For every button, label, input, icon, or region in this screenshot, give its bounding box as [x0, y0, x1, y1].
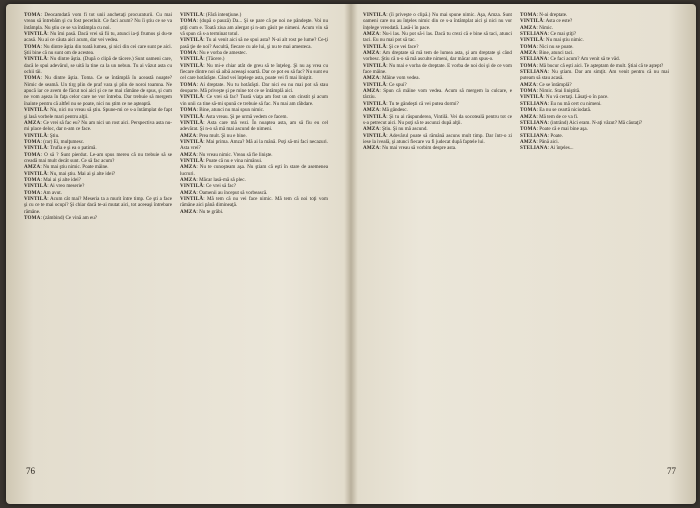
dialogue-text: Nu ştiam. Dar am simţit. Am venit pentru că nu mai puteam să stau acasă.	[520, 69, 669, 82]
right-page	[351, 4, 696, 504]
speaker-name: AMZA	[24, 119, 41, 126]
speaker-name: VINTILĂ	[180, 119, 204, 126]
left-column-2	[180, 12, 328, 452]
speaker-name: AMZA	[24, 164, 41, 171]
dialogue-line: STELIANA: Nu ştiam. Dar am simţit. Am venit pentru că nu mai puteam să stau acasă.	[520, 69, 669, 82]
speaker-name: TOMA	[180, 107, 197, 114]
speaker-name: AMZA	[180, 132, 197, 139]
dialogue-line: TOMA: Nu e vorba de amestec.	[180, 50, 247, 57]
dialogue-line: TOMA: Nu dintre ăştia din toată lumea, şi nici din cei care sunt pe aici. Ştii bine că nu sunt om de acestea.	[24, 43, 172, 57]
dialogue-line: TOMA: Mai ai şi alte idei?	[24, 176, 81, 183]
dialogue-text: Nu-i las. Nu pot să-i las. Dacă tu crezi că e bine să taci, atunci taci. Eu nu mai pot să tac.	[363, 31, 512, 44]
dialogue-line: AMZA: Ştiu. Şi nu mă ascund.	[363, 126, 428, 133]
speaker-name: TOMA	[520, 12, 537, 18]
dialogue-text: N-ai dreptate.	[539, 12, 568, 18]
speaker-name: VINTILĂ	[363, 62, 387, 69]
speaker-name: VINTILĂ	[180, 113, 204, 120]
dialogue-text: Ştiu. Şi nu mă ascund.	[382, 126, 428, 133]
dialogue-line: TOMA: N-ai dreptate.	[520, 12, 568, 18]
dialogue-text: Prea mult. Şi nu e bine.	[199, 132, 247, 139]
dialogue-text: Poate că e mai bine aşa.	[539, 126, 588, 133]
dialogue-text: Ea nu se ceartă niciodată.	[539, 107, 592, 114]
speaker-name: STELIANA	[520, 56, 548, 63]
dialogue-text: Mai ai şi alte idei?	[43, 176, 81, 183]
left-page-columns	[24, 12, 328, 452]
dialogue-line: VINTILĂ: Nu mai e vorba de dreptate. E vorba de noi doi şi de ce vom face mâine.	[363, 62, 512, 76]
dialogue-line: STELIANA: (intrând) Aici eram. N-aţi văzut? Mă căutaţi?	[520, 119, 643, 126]
speaker-name: VINTILĂ	[24, 107, 48, 114]
speaker-name: TOMA	[24, 189, 41, 196]
dialogue-line: VINTILĂ: Ştiu.	[24, 132, 60, 139]
speaker-name: TOMA	[520, 88, 537, 95]
dialogue-line: AMZA: Bine, atunci taci.	[520, 50, 574, 57]
dialogue-line: TOMA: Am avut.	[24, 189, 62, 196]
dialogue-text: Asta care mă vezi. În noaptea asta, am să fiu eu cel adevărat. Şi n-o să mă mai ascund de nimeni.	[180, 119, 328, 133]
dialogue-text: Până aici.	[539, 138, 559, 145]
speaker-name: VINTILĂ	[363, 81, 387, 88]
dialogue-text: Nu mai ştiu nimic.	[545, 37, 584, 44]
dialogue-text: Mă gândesc.	[382, 107, 408, 114]
dialogue-line: VINTILĂ: Nu dintre ăştia. (După o clipă de tăcere.) Sunt oameni care, dacă le spui adevărul, se uită la tine ca la un nebun. Tu ai văzut asta cu ochii tăi.	[24, 56, 172, 76]
dialogue-line: VINTILĂ: Ai vreo meserie?	[24, 183, 85, 190]
dialogue-line: AMZA: Nu te grăbi.	[180, 208, 224, 215]
dialogue-line: TOMA: Nici nu se poate.	[520, 43, 574, 50]
dialogue-text: (după o pauză) Da... Şi se pare că pe noi ne pândeşte. Voi nu ştiţi cum e. Toată ziua am alergat şi n-am găsit pe nimeni. Acum vin să vă spun că s-a terminat totul.	[180, 18, 328, 38]
dialogue-text: Bine, atunci nu mai spun nimic.	[199, 107, 265, 114]
speaker-name: VINTILĂ	[363, 12, 387, 18]
dialogue-text: Am avut.	[42, 189, 62, 196]
dialogue-line: AMZA: Prea mult. Şi nu e bine.	[180, 132, 247, 139]
dialogue-line: VINTILĂ: (Tăcere.)	[180, 56, 225, 63]
dialogue-text: Bine, atunci taci.	[539, 50, 574, 57]
dialogue-text: Poate.	[550, 132, 563, 139]
dialogue-line: VINTILĂ: Acum cât mai? Meseria ta a murit între timp. Ce şti a face şi cu ce te mai ocupi? Şi chiar dacă te-ai mutat aici, tot aceeaşi întrebare rămâne.	[24, 195, 172, 215]
dialogue-text: Măcar lasă-mă să plec.	[199, 176, 246, 183]
left-page	[6, 4, 351, 504]
speaker-name: AMZA	[520, 138, 537, 145]
dialogue-text: Nu te cunoşteam aşa. Nu ştiam că eşti în stare de asemenea lucruri.	[180, 164, 328, 177]
dialogue-line: TOMA: Nu dintre ăştia. Toma. Ce se întâmplă în această noapte? Nimic de seamă. Un tirg plin de praf vara şi plin de noroi toamna. Ne apucă iar ce avem de făcut noi aici şi ce ne mai rămâne de spus, şi cum ne vom aşeza în faţa celor care ne vor întreba. Dar trebuie să mergem înainte pentru că altfel nu se poate, nici nu ştim ce ne aşteaptă.	[24, 75, 172, 107]
dialogue-text: (Fără intenţiune.)	[205, 12, 242, 18]
speaker-name: AMZA	[520, 24, 537, 31]
speaker-name: AMZA	[363, 88, 380, 95]
speaker-name: AMZA	[180, 151, 197, 158]
dialogue-text: Asta vreau. Şi pe urmă vedem ce facem.	[205, 113, 288, 120]
speaker-name: VINTILĂ	[363, 43, 387, 50]
dialogue-text: Nu mai ştiu nimic. Poate mâine.	[43, 164, 109, 171]
speaker-name: TOMA	[24, 12, 41, 18]
dialogue-text: Nu, mai ştiu. Mai ai şi alte idei?	[49, 170, 116, 177]
dialogue-line: VINTILĂ: Trufia e şi ea o patimă.	[24, 145, 97, 152]
dialogue-line: AMZA: Spun că mâine vom vedea. Acum să mergem la culcare, e târziu.	[363, 88, 512, 101]
dialogue-text: Asta ce este?	[545, 18, 573, 25]
dialogue-line: VINTILĂ: Nu mai ştiu nimic.	[520, 37, 584, 44]
dialogue-line: VINTILĂ: Ce vrei să fac? Toată viaţa am fost un om cinstit şi acum vin unii ca tine să-mi spună ce trebuie să fac. Nu mai am răbdare.	[180, 94, 328, 107]
dialogue-line: AMZA: Nu mai vreau să vorbim despre asta.	[363, 145, 457, 152]
dialogue-text: Nu mi-e chiar atât de greu să te înţeleg. Şi nu aş vrea cu fiecare dintre noi să aibă aceeaşi soartă. Dar ce pot eu să fac? Nu sunt eu cel care hotărăşte. Când vei înţelege asta, poate vei fi mai liniştit.	[180, 62, 328, 82]
speaker-name: VINTILĂ	[180, 37, 204, 44]
speaker-name: AMZA	[363, 31, 380, 38]
dialogue-line: AMZA: Nu mai ştiu nimic. Poate mâine.	[24, 164, 109, 171]
dialogue-text: Ce vrei să fac eu? Nu am nici un rost aici. Perspectiva asta nu-mi place deloc, dar n-am ce face.	[24, 119, 172, 133]
dialogue-line: VINTILĂ: Ce vrei să fac?	[180, 183, 237, 190]
dialogue-line: VINTILĂ: Tu te gândeşti că vei putea dormi?	[363, 100, 459, 107]
speaker-name: AMZA	[363, 50, 380, 57]
speaker-name: AMZA	[520, 81, 537, 88]
dialogue-line: VINTILĂ: Asta ce este?	[520, 18, 573, 25]
speaker-name: AMZA	[180, 189, 197, 196]
dialogue-text: Nu mai vreau să vorbim despre asta.	[382, 145, 457, 152]
dialogue-text: Nu te grăbi.	[199, 208, 224, 215]
dialogue-text: Ce mai ştiţi?	[550, 31, 577, 38]
dialogue-line: TOMA: Poate că e mai bine aşa.	[520, 126, 588, 133]
speaker-name: VINTILĂ	[24, 170, 48, 177]
dialogue-line: AMZA: Mă gândesc.	[363, 107, 408, 114]
dialogue-line: TOMA: Deocamdată vom fi tot unii anchetaţi procuraturii. Cu mai vreau să întrebăm şi cu fost pecetluit. Ce faci acum? Nu îi ştiu ce se va întâmpla. Nu ştiu ce se va întâmpla cu noi.	[24, 12, 172, 31]
speaker-name: AMZA	[180, 176, 197, 183]
speaker-name: AMZA	[180, 164, 197, 171]
dialogue-text: Ai dreptate. Nu tu hotărăşti. Dar nici eu nu mai pot să stau deoparte. Mă priveşte şi pe mine tot ce se întâmplă aici.	[180, 81, 328, 95]
dialogue-line: STELIANA: Poate.	[520, 132, 563, 139]
right-page-columns	[363, 12, 669, 452]
speaker-name: VINTILĂ	[180, 195, 204, 202]
speaker-name: TOMA	[24, 176, 41, 183]
dialogue-line: AMZA: Nu-i las. Nu pot să-i las. Dacă tu crezi că e bine să taci, atunci taci. Eu nu mai pot să tac.	[363, 31, 512, 44]
speaker-name: TOMA	[24, 75, 41, 82]
dialogue-text: Ce faci acum? Am venit să te văd.	[550, 56, 620, 63]
dialogue-text: Mai prima. Amza? Mă ai la mână. Poţi să-mi faci necazuri. Asta vrei?	[180, 138, 328, 152]
speaker-name: VINTILĂ	[520, 18, 544, 25]
dialogue-line: TOMA: (zâmbind) Ce vină am eu?	[24, 215, 98, 221]
dialogue-line: VINTILĂ: Nu mi-e chiar atât de greu să te înţeleg. Şi nu aş vrea cu fiecare dintre noi să aibă aceeaşi soartă. Dar ce pot eu să fac? Nu sunt eu cel care hotărăşte. Când vei înţelege asta, poate vei fi mai liniştit.	[180, 62, 328, 82]
dialogue-line: TOMA: Ea nu se ceartă niciodată.	[520, 107, 592, 114]
dialogue-line: TOMA: O să ? Sunt pierdut. Le-am spus mereu că nu trebuie să se creadă mai mult decât sunt. Ce să fac acum?	[24, 151, 172, 164]
dialogue-text: Mă tem că nu vei face nimic. Mă tem că noi toţi vom rămâne aici până dimineaţă.	[180, 195, 328, 209]
dialogue-text: Eu nu mă cert cu nimeni.	[550, 100, 602, 107]
speaker-name: AMZA	[363, 126, 380, 133]
speaker-name: TOMA	[520, 107, 537, 114]
dialogue-line: AMZA: Până aici.	[520, 138, 559, 145]
dialogue-text: Mâine vom vedea.	[382, 75, 420, 82]
dialogue-text: (intrând) Aici eram. N-aţi văzut? Mă căutaţi?	[550, 119, 643, 126]
speaker-name: VINTILĂ	[24, 132, 48, 139]
dialogue-line: STELIANA: Ai înţeles...	[520, 145, 574, 152]
dialogue-text: (îi priveşte o clipă.) Nu mai spune nimic. Aşa, Amza. Sunt oameni care nu au înţeles nimic din ce s-a întâmplat aici şi nici nu vor înţelege vreodată. Lasă-i în pace.	[363, 12, 512, 31]
speaker-name: TOMA	[520, 62, 537, 69]
dialogue-line: VINTILĂ: Nu vă certaţi. Lăsaţi-o în pace.	[520, 94, 609, 101]
dialogue-text: Adevărul poate să rămână ascuns mult timp. Dar într-o zi iese la iveală, şi atunci fiecare va fi judecat după faptele lui.	[363, 132, 512, 145]
speaker-name: VINTILĂ	[24, 56, 48, 63]
dialogue-line: AMZA: Ce vrei să fac eu? Nu am nici un rost aici. Perspectiva asta nu-mi place deloc, dar n-am ce face.	[24, 119, 172, 133]
speaker-name: VINTILĂ	[24, 31, 48, 38]
page-number-left: 76	[26, 466, 35, 476]
open-book	[6, 4, 696, 504]
speaker-name: STELIANA	[520, 132, 548, 139]
dialogue-line: VINTILĂ: (îi priveşte o clipă.) Nu mai spune nimic. Aşa, Amza. Sunt oameni care nu au înţeles nimic din ce s-a întâmplat aici şi nici nu vor înţelege vreodată. Lasă-i în pace.	[363, 12, 512, 31]
dialogue-text: Deocamdată vom fi tot unii anchetaţi procuraturii. Cu mai vreau să întrebăm şi cu fost pecetluit. Ce faci acum? Nu îi ştiu ce se va întâmpla. Nu ştiu ce se va întâmpla cu noi.	[24, 12, 172, 31]
dialogue-text: Nimic.	[539, 24, 554, 31]
speaker-name: STELIANA	[520, 145, 548, 152]
dialogue-text: Nu e vorba de amestec.	[199, 50, 247, 57]
dialogue-text: Trufia e şi ea o patimă.	[49, 145, 97, 152]
dialogue-text: Am dreptate să mă tem de lumea asta, şi am dreptate şi când vorbesc. Ştiu că n-o să mă asculte nimeni, dar măcar am spus-o.	[363, 50, 512, 63]
dialogue-text: Nu mai e vorba de dreptate. E vorba de noi doi şi de ce vom face mâine.	[363, 62, 512, 76]
left-column-1	[24, 12, 172, 452]
dialogue-text: Mă tem de ce va fi.	[539, 113, 579, 120]
dialogue-line: TOMA: Nimic. Stai liniştită.	[520, 88, 581, 95]
speaker-name: STELIANA	[520, 69, 548, 76]
speaker-name: TOMA	[520, 43, 537, 50]
speaker-name: STELIANA	[520, 31, 548, 38]
dialogue-line: VINTILĂ: Asta vreau. Şi pe urmă vedem ce facem.	[180, 113, 288, 120]
speaker-name: TOMA	[24, 138, 41, 145]
speaker-name: VINTILĂ	[24, 183, 48, 190]
speaker-name: VINTILĂ	[180, 56, 204, 63]
dialogue-line: VINTILĂ: Nu, nici nu vreau să ştiu. Spune-mi ce s-a întâmplat de fapt şi lasă vorbele mari pentru alţii.	[24, 107, 172, 120]
dialogue-text: Nu vă certaţi. Lăsaţi-o în pace.	[545, 94, 609, 101]
speaker-name: VINTILĂ	[180, 183, 204, 190]
speaker-name: VINTILĂ	[180, 12, 204, 18]
dialogue-line: AMZA: Oamenii au început să vorbească.	[180, 189, 268, 196]
dialogue-line: AMZA: Mâine vom vedea.	[363, 75, 420, 82]
speaker-name: VINTILĂ	[180, 157, 204, 164]
dialogue-line: VINTILĂ: Poate că nu e vina nimănui.	[180, 157, 263, 164]
dialogue-line: AMZA: Nimic.	[520, 24, 554, 31]
dialogue-line: AMZA: Nu te cunoşteam aşa. Nu ştiam că eşti în stare de asemenea lucruri.	[180, 164, 328, 177]
speaker-name: TOMA	[24, 151, 41, 158]
dialogue-line: TOMA: (după o pauză) Da... Şi se pare că pe noi ne pândeşte. Voi nu ştiţi cum e. Toată ziua am alergat şi n-am găsit pe nimeni. Acum vin să vă spun că s-a terminat totul.	[180, 18, 328, 38]
dialogue-text: (zâmbind) Ce vină am eu?	[43, 215, 98, 221]
speaker-name: STELIANA	[520, 119, 548, 126]
speaker-name: VINTILĂ	[363, 132, 387, 139]
speaker-name: TOMA	[24, 43, 41, 50]
dialogue-text: Ce spui?	[388, 81, 407, 88]
dialogue-line: TOMA: Mă bucur că eşti aici. Te aşteptam de mult. Ştiai că te aştept?	[520, 62, 664, 69]
dialogue-line: STELIANA: Eu nu mă cert cu nimeni.	[520, 100, 602, 107]
dialogue-text: Ai înţeles...	[550, 145, 574, 152]
dialogue-text: Nimic. Stai liniştită.	[539, 88, 581, 95]
dialogue-line: VINTILĂ: (Fără intenţiune.)	[180, 12, 242, 18]
speaker-name: VINTILĂ	[520, 37, 544, 44]
speaker-name: VINTILĂ	[24, 195, 48, 202]
dialogue-line: AMZA: Ce se întâmplă?	[520, 81, 572, 88]
dialogue-line: VINTILĂ: Mai prima. Amza? Mă ai la mână. Poţi să-mi faci necazuri. Asta vrei?	[180, 138, 328, 152]
dialogue-line: VINTILĂ: Nu îmi pasă. Dacă vrei să fii tu, atunci ia-ţi frumos şi du-te acasă. Nu ai ce căuta aici acum, dar vei vedea.	[24, 31, 172, 44]
speaker-name: TOMA	[520, 126, 537, 133]
dialogue-text: Ce se întâmplă?	[539, 81, 572, 88]
dialogue-text: Nu vreau nimic. Vreau să fie linişte.	[199, 151, 273, 158]
dialogue-text: Nu dintre ăştia din toată lumea, şi nici din cei care sunt pe aici. Ştii bine că nu sunt om de acestea.	[24, 43, 172, 57]
dialogue-line: VINTILĂ: Tu ai venit aici să ne spui asta? N-ai alt rost pe lume? Ce-ţi pasă ţie de noi? Ascultă, fiecare cu ale lui, şi nu te mai amesteca.	[180, 37, 328, 50]
speaker-name: TOMA	[180, 81, 197, 88]
dialogue-line: TOMA: (rar) Ei, mulţumesc.	[24, 138, 85, 145]
speaker-name: VINTILĂ	[520, 94, 544, 101]
dialogue-text: Nu îmi pasă. Dacă vrei să fii tu, atunci ia-ţi frumos şi du-te acasă. Nu ai ce căuta aici acum, dar vei vedea.	[24, 31, 172, 44]
dialogue-line: TOMA: Ai dreptate. Nu tu hotărăşti. Dar nici eu nu mai pot să stau deoparte. Mă priveşte şi pe mine tot ce se întâmplă aici.	[180, 81, 328, 95]
speaker-name: AMZA	[363, 75, 380, 82]
dialogue-text: Şi tu ai răspunderea, Vintilă. Vei da socoteală pentru tot ce s-a petrecut aici. Nu poţi să te ascunzi după alţii.	[363, 113, 512, 126]
dialogue-line: AMZA: Mă tem de ce va fi.	[520, 113, 579, 120]
dialogue-line: VINTILĂ: Mă tem că nu vei face nimic. Mă tem că noi toţi vom rămâne aici până dimineaţă.	[180, 195, 328, 209]
dialogue-text: Nu dintre ăştia. Toma. Ce se întâmplă în această noapte? Nimic de seamă. Un tirg plin de praf vara şi plin de noroi toamna. Ne apucă iar ce avem de făcut noi aici şi ce ne mai rămâne de spus, şi cum ne vom aşeza în faţa celor care ne vor întreba. Dar trebuie să mergem înainte pentru că altfel nu se poate, nici nu ştim ce ne aşteaptă.	[24, 75, 172, 107]
dialogue-text: Şi ce vei face?	[388, 43, 419, 50]
speaker-name: VINTILĂ	[180, 62, 204, 69]
dialogue-line: VINTILĂ: Nu, mai ştiu. Mai ai şi alte idei?	[24, 170, 116, 177]
dialogue-line: VINTILĂ: Şi ce vei face?	[363, 43, 419, 50]
dialogue-line: VINTILĂ: Ce spui?	[363, 81, 407, 88]
speaker-name: VINTILĂ	[24, 145, 48, 152]
dialogue-text: Oamenii au început să vorbească.	[199, 189, 268, 196]
speaker-name: TOMA	[180, 50, 197, 57]
speaker-name: AMZA	[363, 145, 380, 152]
dialogue-line: VINTILĂ: Adevărul poate să rămână ascuns mult timp. Dar într-o zi iese la iveală, şi atunci fiecare va fi judecat după faptele lui.	[363, 132, 512, 145]
dialogue-line: STELIANA: Ce faci acum? Am venit să te văd.	[520, 56, 620, 63]
dialogue-text: Ce vrei să fac? Toată viaţa am fost un om cinstit şi acum vin unii ca tine să-mi spună ce trebuie să fac. Nu mai am răbdare.	[180, 94, 328, 107]
dialogue-text: Spun că mâine vom vedea. Acum să mergem la culcare, e târziu.	[363, 88, 512, 101]
dialogue-line: VINTILĂ: Şi tu ai răspunderea, Vintilă. Vei da socoteală pentru tot ce s-a petrecut aici. Nu poţi să te ascunzi după alţii.	[363, 113, 512, 126]
speaker-name: TOMA	[180, 18, 197, 25]
speaker-name: AMZA	[520, 50, 537, 57]
speaker-name: VINTILĂ	[363, 100, 387, 107]
dialogue-text: Acum cât mai? Meseria ta a murit între timp. Ce şti a face şi cu ce te mai ocupi? Şi chiar dacă te-ai mutat aici, tot aceeaşi întrebare rămâne.	[24, 195, 172, 215]
dialogue-text: Nu dintre ăştia. (După o clipă de tăcere.) Sunt oameni care, dacă le spui adevărul, se uită la tine ca la un nebun. Tu ai văzut asta cu ochii tăi.	[24, 56, 172, 76]
speaker-name: TOMA	[24, 215, 41, 221]
right-column-2	[520, 12, 669, 452]
dialogue-text: Ai vreo meserie?	[49, 183, 85, 190]
dialogue-text: (Tăcere.)	[205, 56, 225, 63]
dialogue-text: Nici nu se poate.	[539, 43, 574, 50]
dialogue-line: AMZA: Măcar lasă-mă să plec.	[180, 176, 246, 183]
dialogue-text: Mă bucur că eşti aici. Te aşteptam de mult. Ştiai că te aştept?	[539, 62, 664, 69]
speaker-name: VINTILĂ	[180, 138, 204, 145]
speaker-name: AMZA	[180, 208, 197, 215]
right-column-1	[363, 12, 512, 452]
dialogue-line: VINTILĂ: Asta care mă vezi. În noaptea asta, am să fiu eu cel adevărat. Şi n-o să mă mai ascund de nimeni.	[180, 119, 328, 133]
dialogue-text: O să ? Sunt pierdut. Le-am spus mereu că nu trebuie să se creadă mai mult decât sunt. Ce să fac acum?	[24, 151, 172, 164]
dialogue-line: STELIANA: Ce mai ştiţi?	[520, 31, 577, 38]
dialogue-line: AMZA: Am dreptate să mă tem de lumea asta, şi am dreptate şi când vorbesc. Ştiu că n-o să mă asculte nimeni, dar măcar am spus-o.	[363, 50, 512, 63]
dialogue-line: TOMA: Bine, atunci nu mai spun nimic.	[180, 107, 265, 114]
dialogue-line: AMZA: Nu vreau nimic. Vreau să fie linişte.	[180, 151, 273, 158]
speaker-name: STELIANA	[520, 100, 548, 107]
dialogue-text: (rar) Ei, mulţumesc.	[43, 138, 85, 145]
speaker-name: VINTILĂ	[180, 94, 204, 101]
dialogue-text: Ştiu.	[49, 132, 60, 139]
speaker-name: AMZA	[363, 107, 380, 114]
dialogue-text: Tu ai venit aici să ne spui asta? N-ai alt rost pe lume? Ce-ţi pasă ţie de noi? Ascultă, fiecare cu ale lui, şi nu te mai amesteca.	[180, 37, 328, 50]
speaker-name: AMZA	[520, 113, 537, 120]
dialogue-text: Ce vrei să fac?	[205, 183, 237, 190]
page-number-right: 77	[667, 466, 676, 476]
dialogue-text: Poate că nu e vina nimănui.	[205, 157, 263, 164]
dialogue-text: Nu, nici nu vreau să ştiu. Spune-mi ce s-a întâmplat de fapt şi lasă vorbele mari pentru alţii.	[24, 107, 172, 120]
speaker-name: VINTILĂ	[363, 113, 387, 120]
dialogue-text: Tu te gândeşti că vei putea dormi?	[388, 100, 459, 107]
